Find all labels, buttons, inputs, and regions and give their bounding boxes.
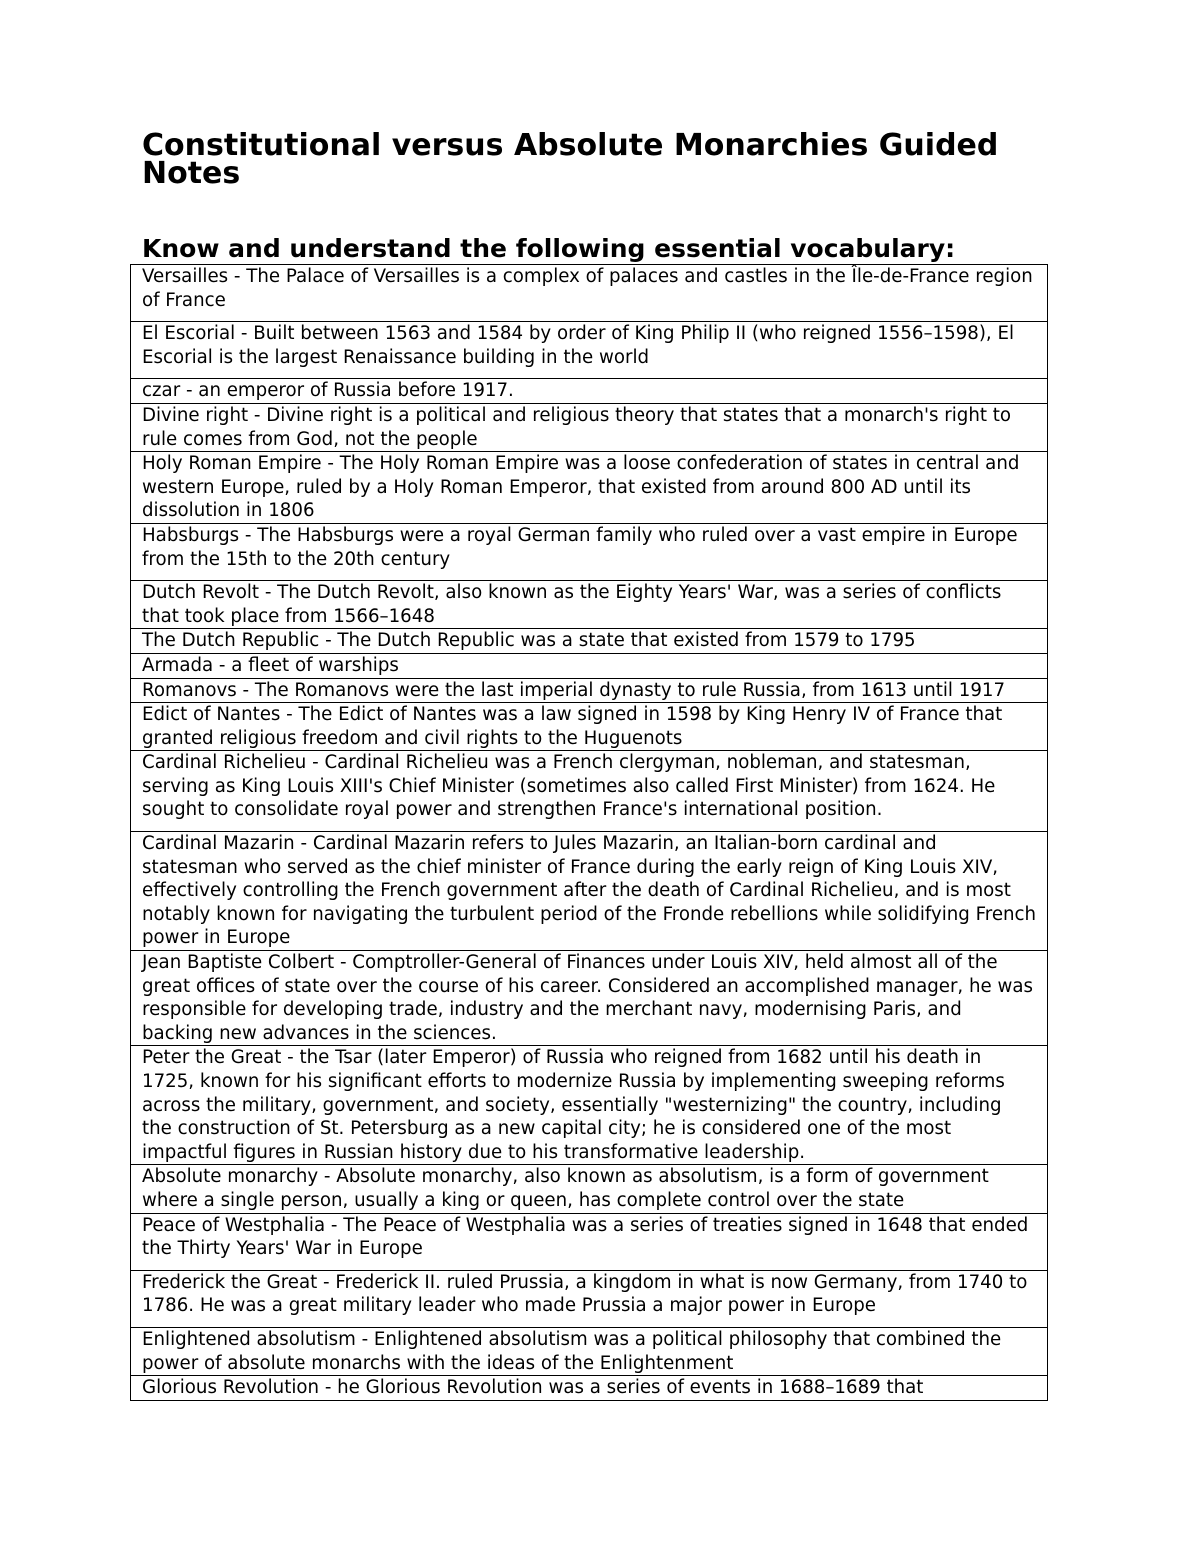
document-title: Constitutional versus Absolute Monarchies Guided Notes xyxy=(142,128,999,191)
vocab-entry: Cardinal Mazarin - Cardinal Mazarin refers to Jules Mazarin, an Italian-born cardinal and statesman who served as the chief minister of France during the early reign of King Louis XIV, effectively controlling the French government after the death of Cardinal Richelieu, and is most notably known for navigating the turbulent period of the Fronde rebellions while solidifying French power in Europe xyxy=(131,832,1048,951)
vocab-entry: Glorious Revolution - he Glorious Revolution was a series of events in 1688–1689 that xyxy=(131,1376,1048,1401)
vocabulary-heading: Know and understand the following essential vocabulary: xyxy=(142,234,956,263)
table-row xyxy=(131,452,1048,524)
vocab-entry: czar - an emperor of Russia before 1917. xyxy=(131,379,1048,404)
table-row xyxy=(131,265,1048,322)
table-row xyxy=(131,751,1048,832)
table-row xyxy=(131,379,1048,404)
vocab-entry: Jean Baptiste Colbert - Comptroller-General of Finances under Louis XIV, held almost all of the great offices of state over the course of his career. Considered an accomplished manager, he was responsible for developing trade, industry and the merchant navy, modernising Paris, and backing new advances in the sciences. xyxy=(131,951,1048,1046)
table-row xyxy=(131,1327,1048,1375)
vocab-entry: Absolute monarchy - Absolute monarchy, also known as absolutism, is a form of government where a single person, usually a king or queen, has complete control over the state xyxy=(131,1165,1048,1213)
vocabulary-table xyxy=(130,264,1048,1401)
vocab-entry: Romanovs - The Romanovs were the last imperial dynasty to rule Russia, from 1613 until 1917 xyxy=(131,678,1048,703)
table-row xyxy=(131,678,1048,703)
vocab-entry: Enlightened absolutism - Enlightened absolutism was a political philosophy that combined the power of absolute monarchs with the ideas of the Enlightenment xyxy=(131,1327,1048,1375)
vocab-entry: Armada - a fleet of warships xyxy=(131,653,1048,678)
table-row xyxy=(131,581,1048,629)
vocab-entry: Peter the Great - the Tsar (later Emperor) of Russia who reigned from 1682 until his death in 1725, known for his significant efforts to modernize Russia by implementing sweeping reforms across the military, government, and society, essentially "westernizing" the country, including the construction of St. Petersburg as a new capital city; he is considered one of the most impactful figures in Russian history due to his transformative leadership. xyxy=(131,1046,1048,1165)
vocab-entry: Dutch Revolt - The Dutch Revolt, also known as the Eighty Years' War, was a series of conflicts that took place from 1566–1648 xyxy=(131,581,1048,629)
vocab-entry: The Dutch Republic - The Dutch Republic was a state that existed from 1579 to 1795 xyxy=(131,629,1048,654)
vocab-entry: Habsburgs - The Habsburgs were a royal German family who ruled over a vast empire in Europe from the 15th to the 20th century xyxy=(131,523,1048,580)
table-row xyxy=(131,322,1048,379)
vocab-entry: Frederick the Great - Frederick II. ruled Prussia, a kingdom in what is now Germany, from 1740 to 1786. He was a great military leader who made Prussia a major power in Europe xyxy=(131,1270,1048,1327)
table-row xyxy=(131,832,1048,951)
vocab-entry: Cardinal Richelieu - Cardinal Richelieu was a French clergyman, nobleman, and statesman, serving as King Louis XIII's Chief Minister (sometimes also called First Minister) from 1624. He sought to consolidate royal power and strengthen France's international position. xyxy=(131,751,1048,832)
table-row xyxy=(131,629,1048,654)
table-row xyxy=(131,703,1048,751)
vocab-entry: Holy Roman Empire - The Holy Roman Empire was a loose confederation of states in central and western Europe, ruled by a Holy Roman Emperor, that existed from around 800 AD until its dissolution in 1806 xyxy=(131,452,1048,524)
table-row xyxy=(131,1376,1048,1401)
table-row xyxy=(131,523,1048,580)
table-row xyxy=(131,653,1048,678)
table-row xyxy=(131,951,1048,1046)
table-row xyxy=(131,403,1048,451)
vocab-entry: Edict of Nantes - The Edict of Nantes was a law signed in 1598 by King Henry IV of France that granted religious freedom and civil rights to the Huguenots xyxy=(131,703,1048,751)
vocab-entry: Peace of Westphalia - The Peace of Westphalia was a series of treaties signed in 1648 that ended the Thirty Years' War in Europe xyxy=(131,1213,1048,1270)
vocab-entry: Divine right - Divine right is a political and religious theory that states that a monarch's right to rule comes from God, not the people xyxy=(131,403,1048,451)
table-row xyxy=(131,1270,1048,1327)
table-row xyxy=(131,1165,1048,1213)
vocab-entry: Versailles - The Palace of Versailles is a complex of palaces and castles in the Île-de-France region of France xyxy=(131,265,1048,322)
table-row xyxy=(131,1213,1048,1270)
table-row xyxy=(131,1046,1048,1165)
vocab-entry: El Escorial - Built between 1563 and 1584 by order of King Philip II (who reigned 1556–1598), El Escorial is the largest Renaissance building in the world xyxy=(131,322,1048,379)
